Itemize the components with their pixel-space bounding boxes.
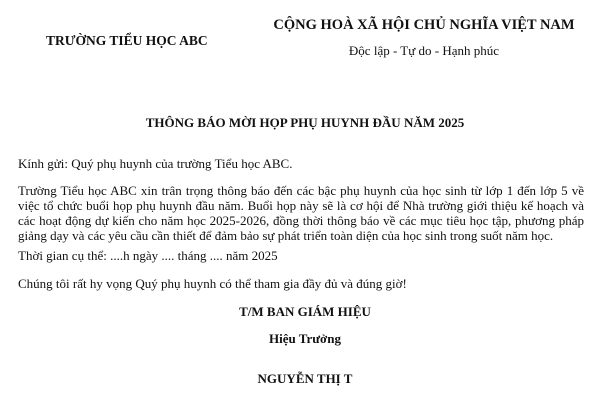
signature-board: T/M BAN GIÁM HIỆU	[239, 304, 371, 319]
greeting-line: Kính gửi: Quý phụ huynh của trường Tiểu học ABC.	[18, 156, 293, 171]
signature-position: Hiệu Trưởng	[269, 331, 341, 346]
school-name: TRƯỜNG TIỂU HỌC ABC	[46, 33, 208, 48]
meeting-time-line: Thời gian cụ thể: ....h ngày .... tháng .... năm 2025	[18, 248, 278, 263]
national-motto: Độc lập - Tự do - Hạnh phúc	[348, 43, 500, 58]
document-title: THÔNG BÁO MỜI HỌP PHỤ HUYNH ĐẦU NĂM 2025	[145, 115, 465, 130]
national-heading: CỘNG HOÀ XÃ HỘI CHỦ NGHĨA VIỆT NAM	[273, 17, 575, 33]
closing-line: Chúng tôi rất hy vọng Quý phụ huynh có thể tham gia đầy đủ và đúng giờ!	[18, 276, 407, 291]
body-paragraph: Trường Tiểu học ABC xin trân trọng thông báo đến các bậc phụ huynh của học sinh từ lớp 1 đến lớp 5 về việc tổ chức buổi họp phụ huynh đầu năm. Buổi họp này sẽ là cơ hội để Nhà trường giới thiệu kế hoạch và các hoạt động dự kiến cho năm học 2025-2026, đồng thời thông báo về các mục tiêu học tập, phương pháp giảng dạy và các yêu cầu cần thiết để đảm bảo sự phát triển toàn diện của học sinh trong suốt năm học.	[18, 183, 584, 243]
signer-name: NGUYỄN THỊ T	[257, 371, 353, 386]
